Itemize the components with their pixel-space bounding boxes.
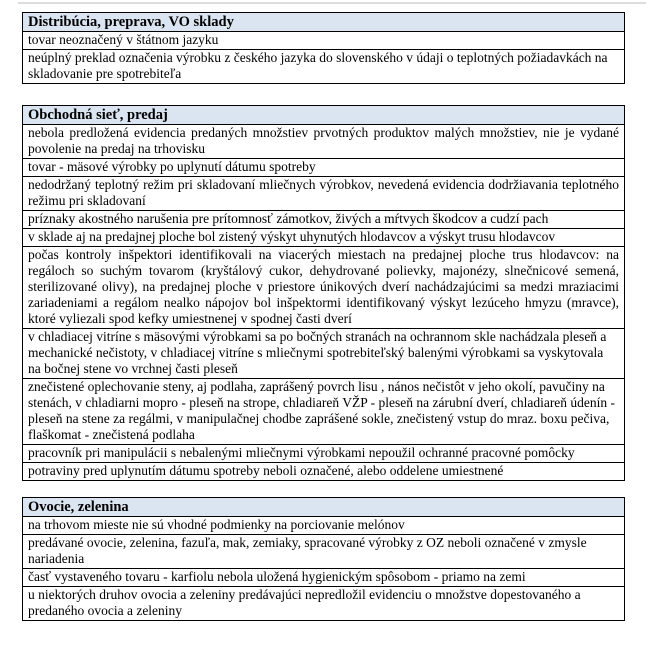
table-row: tovar neoznačený v štátnom jazyku bbox=[23, 32, 624, 50]
table-row: nebola predložená evidencia predaných množstiev prvotných produktov malých množstiev, nie je vydané povolenie na predaj na trhovisku bbox=[23, 125, 624, 159]
table-row: nedodržaný teplotný režim pri skladovaní mliečnych výrobkov, nevedená evidencia dodržiavania teplotného režimu pri skladovaní bbox=[23, 177, 624, 211]
table-title: Ovocie, zelenina bbox=[23, 498, 624, 517]
top-divider bbox=[18, 2, 646, 4]
table-ovocie-zelenina bbox=[22, 497, 625, 621]
table-title: Distribúcia, preprava, VO sklady bbox=[23, 13, 624, 32]
table-obchodna-siet-predaj bbox=[22, 105, 625, 481]
table-row: znečistené oplechovanie steny, aj podlaha, zaprášený povrch lisu , nános nečistôt v jeho okolí, pavučiny na stenách, v chladiarni mopro - pleseň na strope, chladiareň VŽP - pleseň na zárubní dverí, chladiareň údenín - pleseň na stene za regálmi, v manipulačnej chodbe zaprášené sokle, znečistený vstup do mraz. boxu pečiva, flaškomat - znečistená podlaha bbox=[23, 379, 624, 445]
table-distribucia-preprava-vo-sklady bbox=[22, 12, 625, 84]
table-row: pracovník pri manipulácii s nebalenými mliečnymi výrobkami nepoužil ochranné pracovné pomôcky bbox=[23, 445, 624, 463]
table-row: potraviny pred uplynutím dátumu spotreby neboli označené, alebo oddelene umiestnené bbox=[28, 463, 504, 478]
table-row: príznaky akostného narušenia pre prítomnosť zámotkov, živých a mŕtvych škodcov a cudzí pach bbox=[23, 211, 624, 229]
table-row: tovar - mäsové výrobky po uplynutí dátumu spotreby bbox=[23, 159, 624, 177]
table-row: časť vystaveného tovaru - karfiolu nebola uložená hygienickým spôsobom - priamo na zemi bbox=[23, 569, 624, 587]
table-row: na trhovom mieste nie sú vhodné podmienky na porciovanie melónov bbox=[23, 517, 624, 535]
table-row: predávané ovocie, zelenina, fazuľa, mak, zemiaky, spracované výrobky z OZ neboli označené v zmysle nariadenia bbox=[23, 535, 624, 569]
table-row: u niektorých druhov ovocia a zeleniny predávajúci nepredložil evidenciu o množstve dopestovaného a predaného ovocia a zeleniny bbox=[28, 587, 581, 618]
table-row: v chladiacej vitríne s mäsovými výrobkami sa po bočných stranách na ochrannom skle nachádzala pleseň a mechanické nečistoty, v chladiacej vitríne s mliečnymi spotrebiteľský balenými výrobkami sa vyskytovala na bočnej stene vo vrchnej časti pleseň bbox=[23, 329, 624, 379]
table-row: počas kontroly inšpektori identifikovali na viacerých miestach na predajnej ploche trus hlodavcov: na regáloch so suchým tovarom (kryštálový cukor, dehydrované polievky, majonézy, slnečnicové semená, sterilizované olivy), na predajnej ploche v priestore únikových dverí nachádzajúcimi sa medzi mraziacimi zariadeniami a regálom nealko nápojov bol inšpektormi identifikovaný výskyt lezúceho hmyzu (mravce), ktoré vyliezali spod kefky umiestnenej v spodnej časti dverí bbox=[23, 247, 624, 329]
section-spacer bbox=[22, 84, 625, 105]
document-page bbox=[22, 12, 625, 621]
table-title: Obchodná sieť, predaj bbox=[23, 106, 624, 125]
table-row: neúplný preklad označenia výrobku z českého jazyka do slovenského v údaji o teplotných požiadavkách na skladovanie pre spotrebiteľa bbox=[28, 50, 608, 81]
table-row: v sklade aj na predajnej ploche bol zistený výskyt uhynutých hlodavcov a výskyt trusu hlodavcov bbox=[23, 229, 624, 247]
section-spacer bbox=[22, 481, 625, 497]
